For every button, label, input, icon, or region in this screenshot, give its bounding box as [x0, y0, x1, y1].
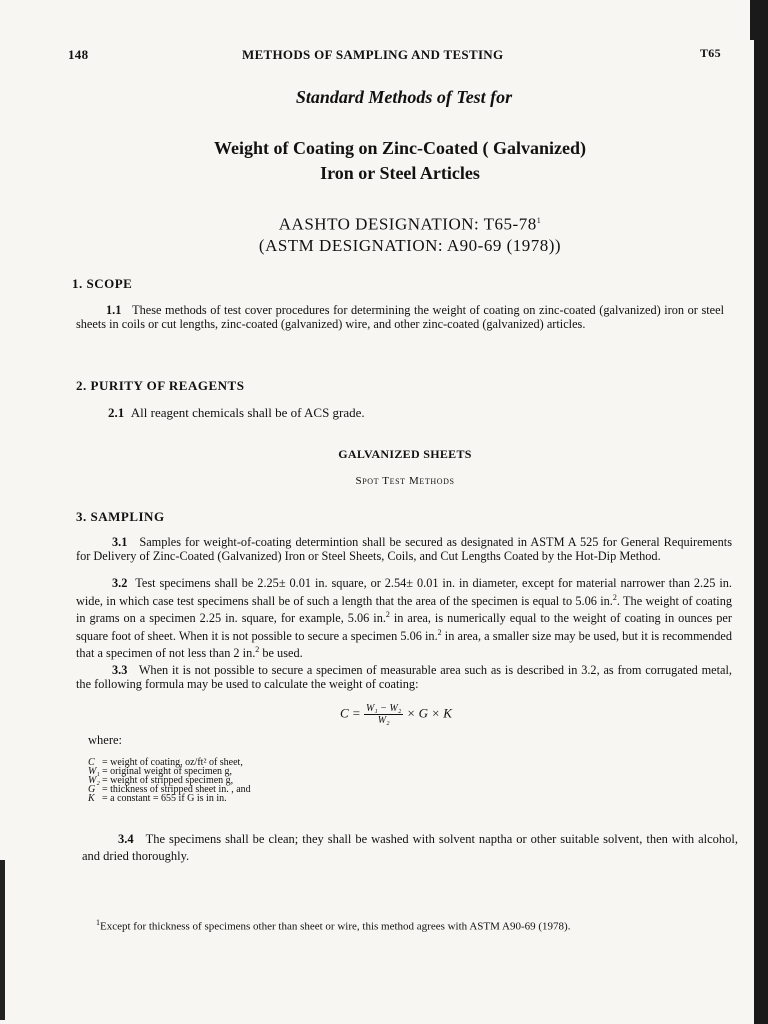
section-sampling-heading: 3. SAMPLING: [76, 509, 165, 524]
page-number: 148: [68, 47, 89, 62]
paragraph-3-2: 3.2 Test specimens shall be 2.25± 0.01 in. square, or 2.54± 0.01 in. in diameter, except for material narrower than 2.25 in. wide, in which case test specimens shall be of such a length that the area of the specimen is equal to 5.06 in.$^2$. The weight of coating in grams on a specimen 2.25 in. square, for example, 5.06 in.$^2$ in area, is numerically equal to the weight of coating in ounces per square foot of sheet. When it is not possible to secure a specimen 5.06 in.$^2$ in area, a smaller size may be used, but it is recommended that a specimen of not less than 2 in.$^2$ be used.: [76, 576, 732, 661]
definition-row: W₁ = original weight of specimen g,: [88, 766, 233, 777]
variable-definitions: [88, 758, 251, 803]
paragraph-3-1: 3.1 Samples for weight-of-coating determintion shall be secured as designated in ASTM A 525 for General Requirements for Delivery of Zinc-Coated (Galvanized) Iron or Steel Sheets, Coils, and Cut Lengths Coated by the Hot-Dip Method.: [76, 535, 732, 563]
paragraph-3-4: 3.4 The specimens shall be clean; they shall be washed with solvent naptha or other suitable solvent, then with alcohol, and dried thoroughly.: [82, 832, 739, 863]
galvanized-sheets-heading: GALVANIZED SHEETS: [338, 447, 472, 461]
paragraph-3-3: 3.3 When it is not possible to secure a specimen of measurable area such as is described in 3.2, as from corrugated metal, the following formula may be used to calculate the weight of coating:: [76, 663, 732, 691]
footnote: $^1$Except for thickness of specimens other than sheet or wire, this method agrees with ASTM A90-69 (1978).: [96, 918, 571, 933]
spot-test-methods-heading: Spot Test Methods: [355, 475, 455, 487]
kicker-title: Standard Methods of Test for: [295, 87, 513, 107]
standard-code: T65: [700, 46, 721, 60]
astm-designation: (ASTM DESIGNATION: A90-69 (1978)): [258, 235, 562, 255]
paragraph-1-1: 1.1 These methods of test cover procedures for determining the weight of coating on zinc-coated (galvanized) iron or steel sheets in coils or cut lengths, zinc-coated (galvanized) wire, and other zinc-coated (galvanized) articles.: [76, 303, 724, 331]
formula-fraction: $\frac{\text{W₁ − W₂}}{\text{W₂}}$: [365, 703, 402, 726]
paragraph-2-1: 2.1 All reagent chemicals shall be of ACS grade.: [108, 405, 365, 420]
section-purity-heading: 2. PURITY OF REAGENTS: [76, 378, 245, 393]
coating-formula: C = $\frac{\text{W₁ − W₂}}{\text{W₂}}$ × G × K: [340, 703, 452, 726]
title-line-1: Weight of Coating on Zinc-Coated ( Galvanized): [214, 138, 586, 158]
aashto-designation: AASHTO DESIGNATION: $T65-78^1$: [278, 214, 542, 234]
where-label: where:: [88, 733, 123, 747]
definition-row: G = thickness of stripped sheet in. , and: [88, 784, 251, 795]
footnote-ref: 1: [536, 216, 542, 225]
definition-row: W₂ = weight of stripped specimen g,: [88, 775, 234, 786]
definition-row: K = a constant = 655 if G is in in.: [88, 793, 227, 804]
definition-row: C = weight of coating, oz/ft² of sheet,: [88, 757, 243, 768]
document-title: [120, 136, 680, 186]
title-line-2: Iron or Steel Articles: [320, 163, 480, 183]
footnote-mark: 1: [96, 918, 100, 927]
scan-edge-right: [754, 0, 768, 1024]
section-scope-heading: 1. SCOPE: [72, 276, 133, 291]
designations: [180, 210, 640, 256]
scan-edge-left: [0, 860, 5, 1020]
running-title: METHODS OF SAMPLING AND TESTING: [242, 47, 504, 62]
